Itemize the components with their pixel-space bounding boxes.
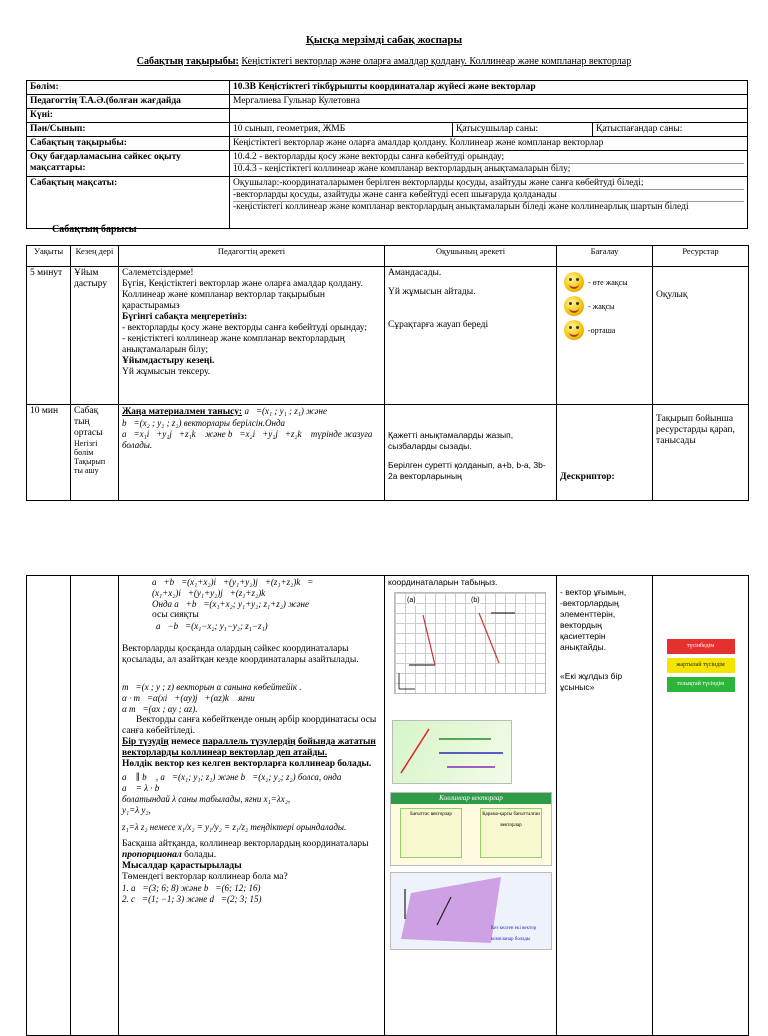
eval-average xyxy=(564,320,649,340)
scalar-formula-1: α · m⃗=α(xi⃗+(αy)j⃗+(αz)k⃗ яғни xyxy=(122,693,255,703)
topic-label: Сабақтың тақырыбы: xyxy=(136,56,239,67)
row1-eval xyxy=(557,267,653,405)
new-material-heading: Жаңа материалмен танысу: xyxy=(122,407,243,417)
prop-c: болады. xyxy=(181,850,217,860)
homework-check: Үй жұмысын тексеру. xyxy=(122,367,211,377)
vector-arrows xyxy=(395,593,545,693)
objective-1: 10.4.2 - векторларды қосу және векторды санға көбейтуді орындау; xyxy=(233,152,744,164)
row1-student xyxy=(385,267,557,405)
greets: Амандасады. xyxy=(388,268,442,278)
eval-good xyxy=(564,296,649,316)
col-teacher: Педагогтің әрекеті xyxy=(119,246,385,267)
arrow-c xyxy=(479,613,499,663)
section-value: 10.3В Кеңістіктегі тікбұрышты координаталар жүйесі және векторлар xyxy=(230,81,748,95)
parallel-lines xyxy=(393,721,511,783)
row2-student xyxy=(385,405,557,501)
date-label: Күні: xyxy=(27,109,230,123)
collinear-definition xyxy=(122,737,381,759)
vector-a-def: a⃗=(x₁ ; y₁ ; z₁) және xyxy=(244,406,327,416)
collinear-figure xyxy=(390,792,552,866)
eval-good-label: - жақсы xyxy=(588,301,615,311)
traffic-light-badges xyxy=(656,639,745,692)
formula-sum-1: a⃗+b⃗=(x₁+x₂)i⃗+(y₁+y₂)j⃗+(z₁+z₂)k⃗= xyxy=(152,577,314,587)
question-2: 2. c⃗=(1; −1; 3) және d⃗=(2; 3; 15) xyxy=(122,894,262,904)
col-time: Уақыты xyxy=(27,246,71,267)
page-title: Қысқа мерзімді сабақ жоспары xyxy=(305,34,463,46)
vector-b-def: b⃗=(x₂ ; y₂ ; z₂) векторлары берілсін.Онда xyxy=(122,418,286,428)
row1-resources xyxy=(653,267,749,405)
smiley-icon xyxy=(564,320,584,340)
col-stage: Кезең дері xyxy=(71,246,119,267)
eval-item-2: -векторлардың элементтерін, вектордың қасиеттерін анықтайды. xyxy=(560,598,619,652)
lesson-topic-value: Кеңістіктегі векторлар және оларға амалдар қолдану. Коллинеар және компланар векторлар xyxy=(230,137,748,151)
info-table xyxy=(26,80,748,229)
today-goal-1: - векторларды қосу және векторды санға көбейтуді орындау; xyxy=(122,323,367,333)
row3-teacher xyxy=(119,576,385,1036)
resource-text: Тақырып бойынша ресурстарды қарап, танысады xyxy=(656,414,735,446)
attendees-label: Қатысушылар саны: xyxy=(453,123,593,137)
scalar-intro: m⃗=(x ; y ; z) векторын α санына көбейтейік . xyxy=(122,682,302,692)
def-part-a: Бір түзудің xyxy=(122,737,169,747)
col-student: Оқушының әрекеті xyxy=(385,246,557,267)
teacher-value: Мергалиева Гульнар Кулетовна xyxy=(230,95,748,109)
fig-a-label: (а) xyxy=(407,597,416,604)
row2-stage xyxy=(71,405,119,501)
today-goal-2: - кеңістіктегі коллинеар және компланар векторлардың анықтамаларын білу; xyxy=(122,334,345,355)
goal-1: Оқушылар:-координаталарымен берілген векторларды қосуды, азайтуды және санға көбейтуді біледі; xyxy=(233,178,744,190)
def-part-b: немесе xyxy=(168,737,203,747)
def-part-c: параллель түзулердің бойында жататын векторларды коллинеар векторлар деп атайды. xyxy=(122,737,376,758)
smiley-icon xyxy=(564,296,584,316)
section-label: Бөлім: xyxy=(27,81,230,95)
today-goals-heading: Бүгінгі сабақта меңгеретініз: xyxy=(122,312,248,322)
opposite-panel xyxy=(480,808,542,858)
lesson-topic-line xyxy=(0,56,768,67)
col-eval: Бағалау xyxy=(557,246,653,267)
absent-label: Қатыспағандар саны: xyxy=(593,123,748,137)
stage-main: Негізгі бөлім xyxy=(74,439,98,457)
subject-value: 10 сынып, геометрия, ЖМБ xyxy=(230,123,453,137)
arrow-b xyxy=(423,615,435,665)
eval-excellent xyxy=(564,272,649,292)
find-coordinates: координаталарын табыңыз. xyxy=(388,577,498,587)
row2-eval xyxy=(557,405,653,501)
greeting: Сәлеметсіздерме! xyxy=(122,268,194,278)
vector-expansion: a⃗=x₁i⃗+y₁j⃗+z₁k⃗ және b⃗=x₂i⃗+y₂j⃗+z₂k⃗ түрінде жазуға болады. xyxy=(122,429,373,450)
codirected-panel xyxy=(400,808,462,858)
goal-3: -кеңістіктегі коллинеар және компланар векторлардың анықтамаларын біледі және коллинеарлық шартын біледі xyxy=(233,202,689,212)
two-stars-one-wish: «Екі жұлдыз бір ұсыныс» xyxy=(560,671,623,692)
descriptor-label: Дескриптор: xyxy=(560,472,615,482)
row1-stage: Ұйым дастыру xyxy=(71,267,119,405)
row3-eval xyxy=(557,576,653,1036)
row3-student xyxy=(385,576,557,1036)
fig-b-label: (b) xyxy=(471,597,480,604)
goal-2: -векторларды қосуды, азайтуды және санға көбейтуді есеп шығаруда қолданады xyxy=(233,190,744,202)
line-1 xyxy=(401,729,429,773)
formula-sum-2: (x₁+x₂)i⃗+(y₁+y₂)j⃗+(z₁+z₂)k⃗ xyxy=(152,588,273,598)
goal-label: Сабақтың мақсаты: xyxy=(27,177,230,229)
student-writes: Қажетті анықтамаларды жазып, сызбаларды сызады. xyxy=(388,430,514,451)
badge-green: толықтай түсіндім xyxy=(667,677,735,692)
lambda-z: z₁=λ z₂ немесе x₁/x₂ = y₁/y₂ = z₁/z₂ теңдіктері орындалады. xyxy=(122,822,347,832)
opposite-label: Қарама-қарсы бағытталған векторлар xyxy=(482,812,540,828)
row2-teacher xyxy=(119,405,385,501)
subject-label: Пән/Сынып: xyxy=(27,123,230,137)
badge-yellow: жартылай түсіндім xyxy=(667,658,735,673)
row3-resources xyxy=(653,576,749,1036)
lesson-progress-heading: Сабақтың барысы xyxy=(52,224,137,235)
objectives-value xyxy=(230,151,748,177)
prop-a: Басқаша айтқанда, коллинеар векторлардың координаталары xyxy=(122,839,369,849)
badge-red: түсінбедім xyxy=(667,639,735,654)
stage-middle: Сабақ тың ортасы xyxy=(74,406,103,438)
lesson-topic-label: Сабақтың тақырыбы: xyxy=(27,137,230,151)
row2-resources xyxy=(653,405,749,501)
scalar-formula-2: α m⃗=(αx ; αy ; αz). xyxy=(122,704,198,714)
row1-teacher xyxy=(119,267,385,405)
lesson-table-continued xyxy=(26,575,749,1036)
codirected-label: Бағыттас векторлар xyxy=(410,812,452,817)
topic-value: Кеңістіктегі векторлар және оларға амалдар қолдану. Коллинеар және компланар векторлар xyxy=(241,56,632,67)
answers-questions: Сұрақтарға жауап береді xyxy=(388,320,489,330)
tells-homework: Үй жұмысын айтады. xyxy=(388,287,476,297)
eval-item-1: - вектор ұғымын, xyxy=(560,587,627,597)
eval-excellent-label: - өте жақсы xyxy=(588,277,628,287)
formula-diff: a⃗−b⃗=(x₁−x₂; y₁−y₂; z₁−z₁) xyxy=(156,621,268,631)
goal-value xyxy=(230,177,748,229)
similarly: осы сияқты xyxy=(152,610,199,620)
parallel-condition: a⃗ ∥ b⃗ , a⃗=(x₁; y₁; z₁) және b⃗=(x₂; y₂; z₂) болса, онда xyxy=(122,772,342,782)
coplanar-figure xyxy=(390,872,552,950)
plane xyxy=(401,877,501,943)
col-resources: Ресурстар xyxy=(653,246,749,267)
zero-vector-def: Нөлдік вектор кез келген векторларға коллинеар болады. xyxy=(122,759,372,769)
prop-b: пропорционал xyxy=(122,850,182,860)
formula-sum-3: Онда a⃗+b⃗=(x₁+x₂; y₁+y₂; z₁+z₂) және xyxy=(152,599,309,609)
coplanar-caption: Кез келген екі вектор компланар болады xyxy=(491,926,537,942)
eval-average-label: -орташа xyxy=(588,325,616,335)
sum-rule: Векторларды қосқанда олардың сәйкес координаталары қосылады, ал азайтқан кезде координаталары азайтылады. xyxy=(122,644,359,665)
row1-time: 5 минут xyxy=(27,267,71,405)
teacher-label: Педагогтің Т.А.Ә.(болған жағдайда xyxy=(27,95,230,109)
smiley-icon xyxy=(564,272,584,292)
row3-stage xyxy=(71,576,119,1036)
lambda-x: болатындай λ саны табылады, яғни x₁=λx₂, xyxy=(122,794,291,804)
student-task: Берілген суретті қолданып, a+b, b-a, 3b-2a векторларының xyxy=(388,460,546,481)
collinear-figure-panels xyxy=(391,808,551,858)
lesson-table xyxy=(26,245,749,501)
row2-time: 10 мин xyxy=(27,405,71,501)
vector-grid-figure xyxy=(394,592,546,694)
question-1: 1. a⃗=(3; 6; 8) және b⃗=(6; 12; 16) xyxy=(122,883,261,893)
intro-text: Бүгін, Кеңістіктегі векторлар және оларға амалдар қолдану. Коллинеар және компланар векторлар тақырыбын қарастырамыз xyxy=(122,279,363,311)
parallel-lines-figure xyxy=(392,720,512,784)
org-stage: Ұйымдастыру кезеңі. xyxy=(122,356,215,366)
collinear-figure-title: Коллинеар векторлар xyxy=(391,793,551,804)
lambda-formula: a⃗ = λ · b⃗ xyxy=(122,783,167,793)
lambda-y: y₁=λ y₂, xyxy=(122,805,151,815)
question: Төмендегі векторлар коллинеар бола ма? xyxy=(122,872,288,882)
stage-open: Тақырып ты ашу xyxy=(74,457,106,475)
scalar-rule: Векторды санға көбейткенде оның әрбір координатасы осы санға көбейтіледі. xyxy=(122,715,377,736)
row3-time xyxy=(27,576,71,1036)
objectives-label: Оқу бағдарламасына сәйкес оқыту мақсаттары: xyxy=(27,151,230,177)
objective-2: 10.4.3 - кеңістіктегі коллинеар және компланар векторлардың анықтамаларын білу; xyxy=(233,164,571,174)
proportional-note xyxy=(122,839,381,861)
textbook: Оқулық xyxy=(656,290,688,300)
examples-heading: Мысалдар қарастырылады xyxy=(122,861,242,871)
date-value xyxy=(230,109,748,123)
